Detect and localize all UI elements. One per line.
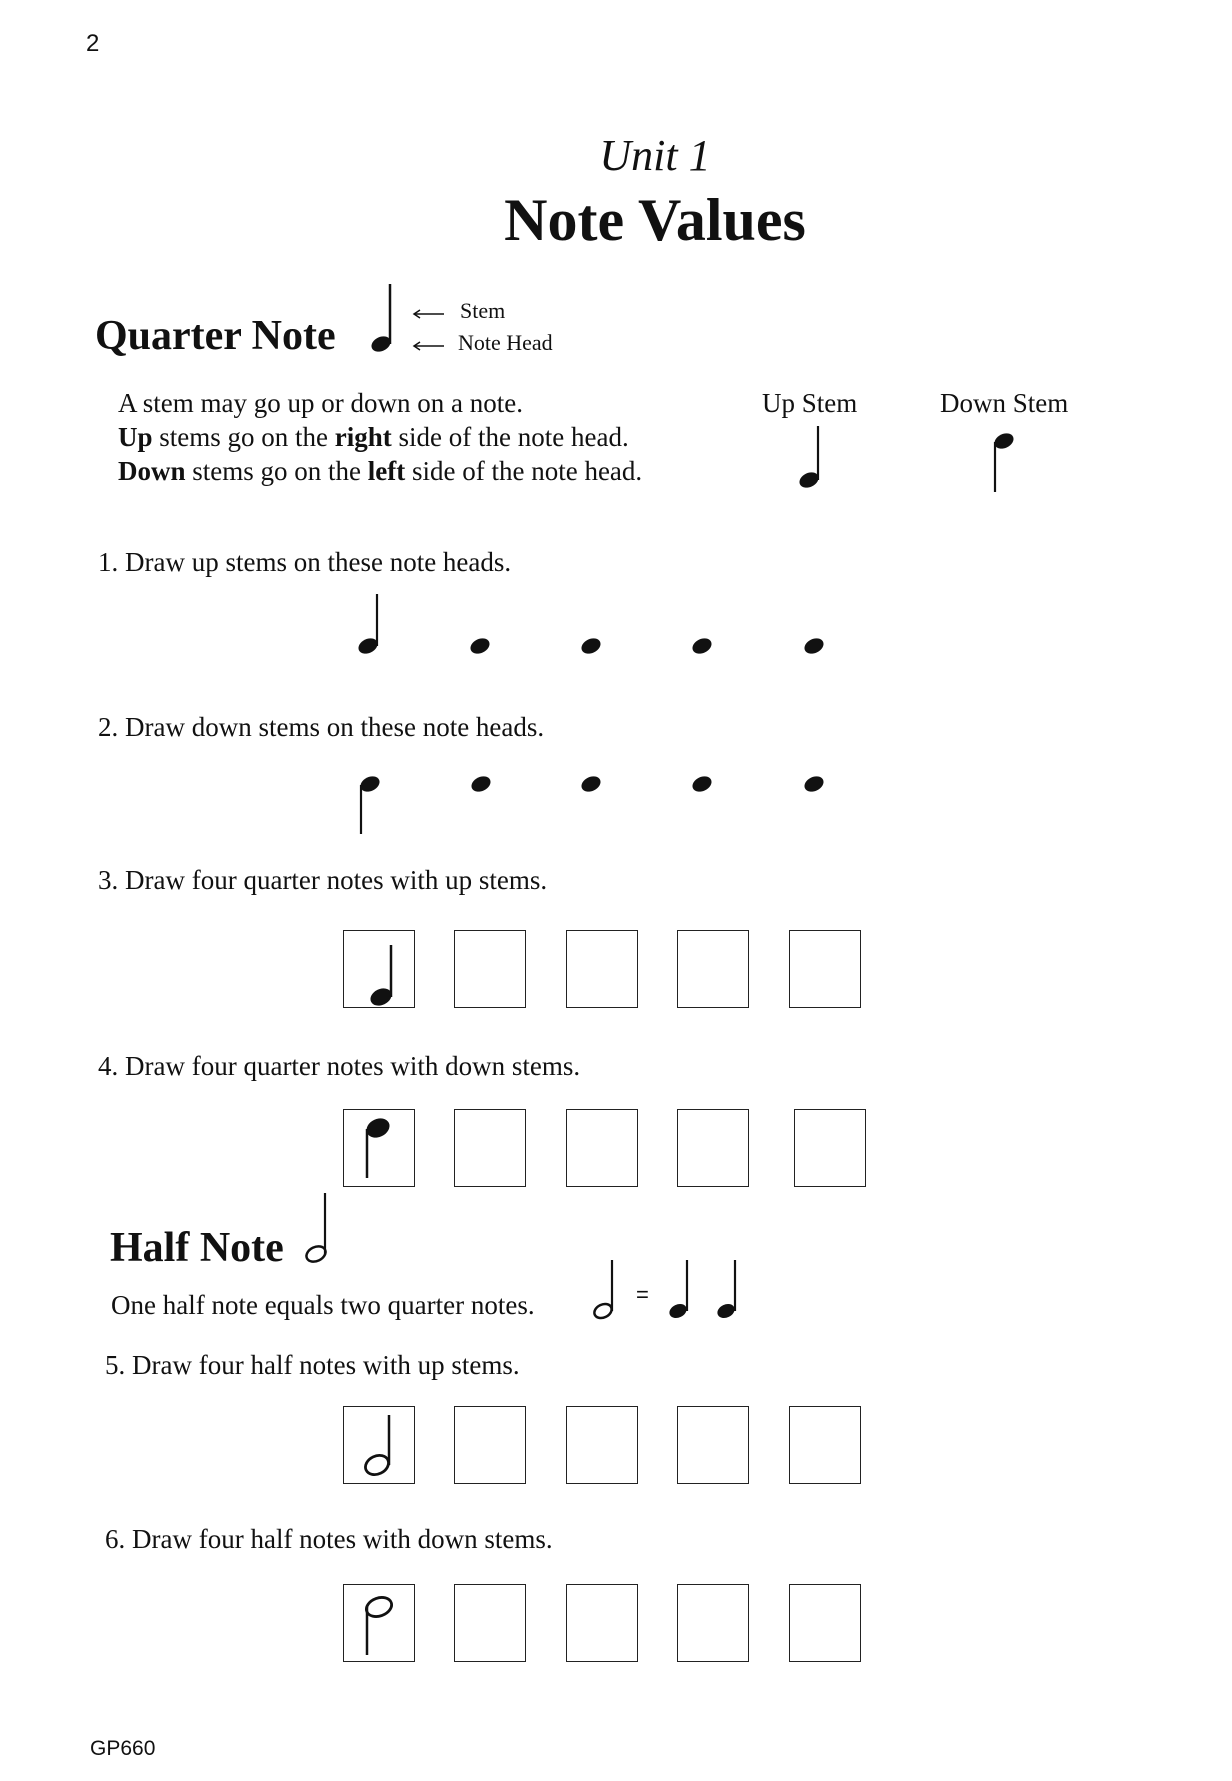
exercise-5-text: 5. Draw four half notes with up stems.	[105, 1350, 520, 1380]
half-note-equation-text: One half note equals two quarter notes.	[111, 1290, 535, 1320]
answer-box[interactable]	[677, 1406, 749, 1484]
answer-box[interactable]	[789, 1406, 861, 1484]
note-head-icon	[469, 773, 493, 794]
answer-box[interactable]	[789, 1584, 861, 1662]
answer-box[interactable]	[677, 1584, 749, 1662]
right-word: right	[334, 422, 392, 452]
answer-box[interactable]	[454, 1584, 526, 1662]
note-head-icon	[690, 635, 714, 656]
exercise-3-text: 3. Draw four quarter notes with up stems.	[98, 865, 548, 895]
answer-box[interactable]	[789, 930, 861, 1008]
explanation-line-1: A stem may go up or down on a note.	[118, 388, 523, 418]
note-head-icon	[579, 773, 603, 794]
stem-explanation	[118, 386, 758, 488]
page-number: 2	[86, 30, 100, 57]
answer-box[interactable]	[566, 1584, 638, 1662]
equals-sign: =	[636, 1282, 649, 1307]
exercise-6-text: 6. Draw four half notes with down stems.	[105, 1524, 553, 1554]
line3-part-b: side of the note head.	[411, 456, 643, 486]
note-head-icon	[690, 773, 714, 794]
exercise-2-note-heads	[350, 768, 830, 840]
stem-label: Stem	[460, 298, 506, 323]
answer-box[interactable]	[566, 1109, 638, 1187]
half-note-icon	[590, 1257, 630, 1325]
note-head-label: Note Head	[458, 330, 553, 355]
note-head-icon	[579, 635, 603, 656]
answer-box-example	[343, 1406, 415, 1484]
quarter-note-icon	[664, 1257, 704, 1325]
answer-box[interactable]	[454, 1406, 526, 1484]
exercise-4-text: 4. Draw four quarter notes with down stems.	[98, 1051, 581, 1081]
exercise-2-text: 2. Draw down stems on these note heads.	[98, 712, 545, 742]
explanation-line-3	[118, 454, 758, 488]
up-word: Up	[118, 422, 153, 452]
down-stem-note-icon	[980, 424, 1020, 494]
quarter-note-up-icon	[344, 931, 416, 1009]
answer-box[interactable]	[794, 1109, 866, 1187]
note-head-icon	[802, 773, 826, 794]
answer-box[interactable]	[566, 1406, 638, 1484]
answer-box[interactable]	[454, 930, 526, 1008]
line3-part-a: stems go on the	[192, 456, 362, 486]
explanation-line-2	[118, 420, 758, 454]
answer-box-example	[343, 1109, 415, 1187]
answer-box-example	[343, 930, 415, 1008]
down-stem-label: Down Stem	[940, 388, 1069, 418]
answer-box[interactable]	[566, 930, 638, 1008]
note-head-icon	[468, 635, 492, 656]
label-arrows-icon	[410, 304, 446, 354]
answer-box[interactable]	[677, 1109, 749, 1187]
line2-part-a: stems go on the	[159, 422, 329, 452]
exercise-1-note-heads	[350, 590, 830, 670]
up-stem-note-icon	[790, 424, 830, 490]
exercise-1-text: 1. Draw up stems on these note heads.	[98, 547, 512, 577]
page-title: Note Values	[504, 187, 806, 253]
answer-box[interactable]	[454, 1109, 526, 1187]
down-word: Down	[118, 456, 186, 486]
quarter-note-heading: Quarter Note	[95, 313, 336, 359]
half-note-heading: Half Note	[110, 1225, 284, 1271]
answer-box[interactable]	[677, 930, 749, 1008]
answer-box-example	[343, 1584, 415, 1662]
line2-part-b: side of the note head.	[398, 422, 629, 452]
note-head-icon	[802, 635, 826, 656]
quarter-note-down-icon	[344, 1110, 416, 1188]
quarter-note-icon	[710, 1257, 750, 1325]
left-word: left	[367, 456, 406, 486]
half-note-heading-icon	[296, 1190, 336, 1266]
footer-code: GP660	[90, 1737, 156, 1760]
half-note-up-icon	[344, 1407, 416, 1485]
half-note-down-icon	[344, 1585, 416, 1663]
up-stem-label: Up Stem	[762, 388, 858, 418]
unit-title: Unit 1	[599, 131, 711, 180]
